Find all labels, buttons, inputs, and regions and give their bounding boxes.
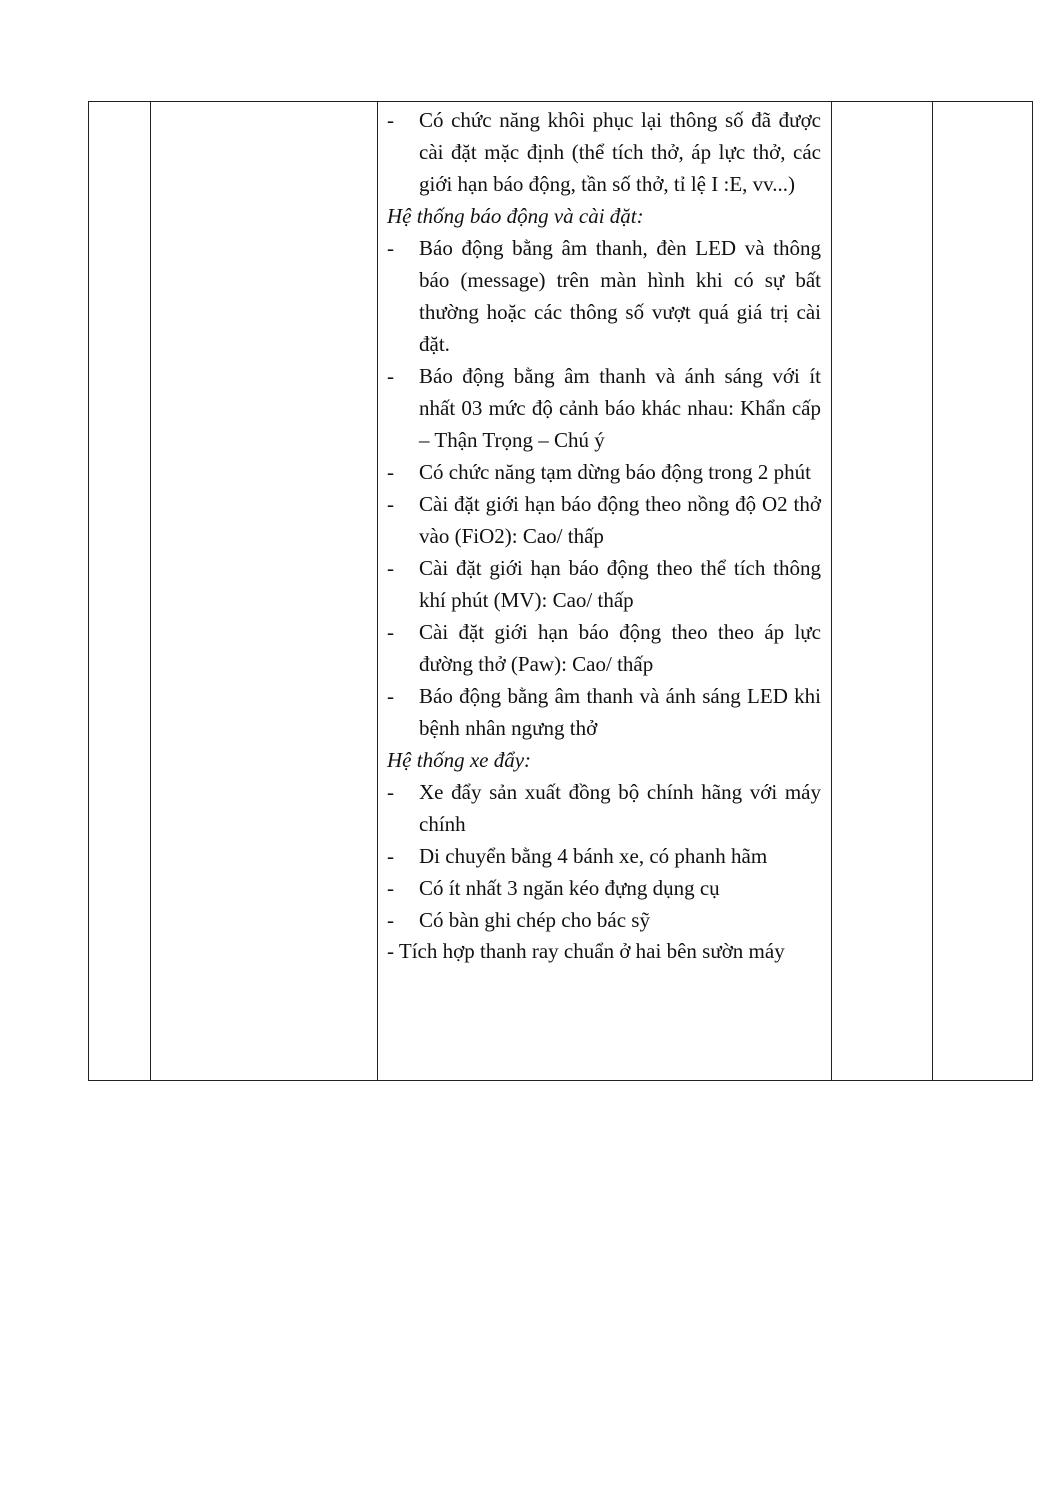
list-text: Có chức năng tạm dừng báo động trong 2 phút — [419, 460, 811, 484]
list-dash: - — [387, 908, 394, 932]
list-text: Báo động bằng âm thanh, đèn LED và thông báo (message) trên màn hình khi có sự bất thường hoặc các thông số vượt quá giá trị cài đặt. — [419, 236, 821, 356]
list-dash: - — [387, 780, 394, 804]
cell-index — [89, 102, 151, 1081]
list-item — [387, 904, 821, 936]
list-dash: - — [387, 844, 394, 868]
list-item — [387, 104, 821, 200]
spec-table — [88, 101, 1033, 1081]
list-item — [387, 456, 821, 488]
list-item — [387, 488, 821, 552]
list-dash: - — [387, 620, 394, 644]
list-text: Xe đẩy sản xuất đồng bộ chính hãng với máy chính — [419, 780, 821, 836]
list-dash: - — [387, 684, 394, 708]
list-dash: - — [387, 876, 394, 900]
cell-column-5 — [933, 102, 1033, 1081]
list-text: Di chuyển bằng 4 bánh xe, có phanh hãm — [419, 844, 768, 868]
list-dash: - — [387, 460, 394, 484]
final-line: - Tích hợp thanh ray chuẩn ở hai bên sườn máy — [387, 939, 785, 963]
list-dash: - — [387, 556, 394, 580]
list-dash: - — [387, 108, 394, 132]
cell-specification — [378, 102, 832, 1081]
list-dash: - — [387, 364, 394, 388]
list-text: Báo động bằng âm thanh và ánh sáng LED khi bệnh nhân ngưng thở — [419, 684, 821, 740]
list-item — [387, 840, 821, 872]
list-item — [387, 616, 821, 680]
list-text: Có ít nhất 3 ngăn kéo đựng dụng cụ — [419, 876, 720, 900]
list-item — [387, 776, 821, 840]
list-dash: - — [387, 236, 394, 260]
list-item — [387, 552, 821, 616]
list-item — [387, 360, 821, 456]
section-heading-cart: Hệ thống xe đẩy: — [387, 748, 532, 772]
cell-item-name — [151, 102, 378, 1081]
list-dash: - — [387, 492, 394, 516]
cell-column-4 — [832, 102, 933, 1081]
table-row — [89, 102, 1033, 1081]
spec-content — [378, 102, 831, 965]
list-text: Cài đặt giới hạn báo động theo nồng độ O2 thở vào (FiO2): Cao/ thấp — [419, 492, 821, 548]
list-text: Cài đặt giới hạn báo động theo theo áp lực đường thở (Paw): Cao/ thấp — [419, 620, 821, 676]
list-item — [387, 680, 821, 744]
list-item — [387, 232, 821, 360]
list-text: Báo động bằng âm thanh và ánh sáng với ít nhất 03 mức độ cảnh báo khác nhau: Khẩn cấp – Thận Trọng – Chú ý — [419, 364, 821, 452]
list-text: Có bàn ghi chép cho bác sỹ — [419, 908, 650, 932]
list-text: Cài đặt giới hạn báo động theo thể tích thông khí phút (MV): Cao/ thấp — [419, 556, 821, 612]
list-item — [387, 872, 821, 904]
list-text: Có chức năng khôi phục lại thông số đã được cài đặt mặc định (thể tích thở, áp lực thở, các giới hạn báo động, tần số thở, tỉ lệ I :E, vv...) — [419, 108, 821, 196]
section-heading-alarm: Hệ thống báo động và cài đặt: — [387, 204, 644, 228]
